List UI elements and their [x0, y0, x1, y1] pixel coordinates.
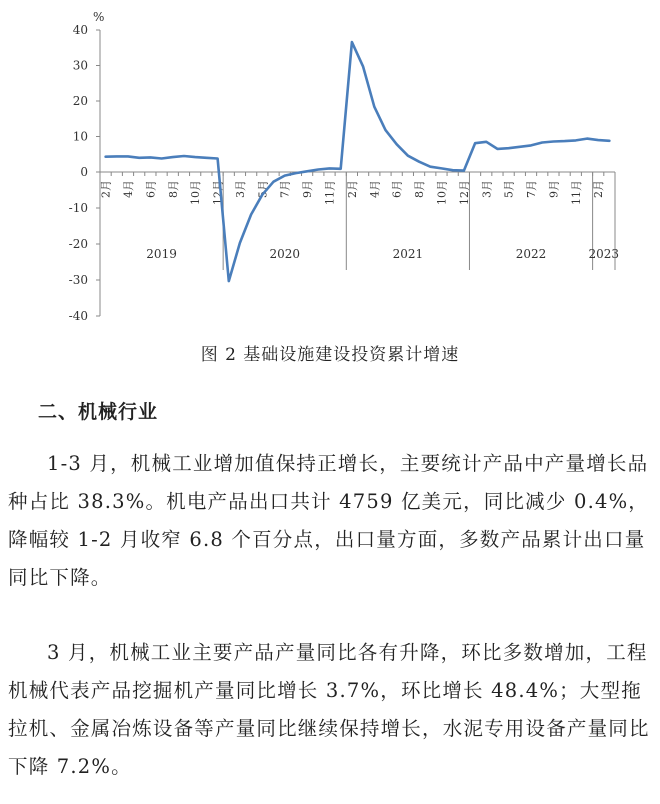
x-month-label: 7月 [525, 180, 539, 198]
x-month-label: 12月 [457, 180, 471, 205]
x-year-label: 2021 [392, 247, 424, 261]
x-month-label: 6月 [144, 180, 158, 198]
y-tick-label: 20 [72, 94, 88, 108]
x-month-label: 6月 [390, 180, 404, 198]
x-month-label: 9月 [547, 180, 561, 198]
x-month-label: 8月 [413, 180, 427, 198]
x-year-label: 2023 [588, 247, 620, 261]
x-month-label: 11月 [323, 180, 337, 205]
series-group [106, 42, 610, 281]
x-month-label: 4月 [121, 180, 135, 198]
y-tick-label: -40 [68, 309, 88, 323]
y-tick-label: -10 [68, 201, 88, 215]
x-month-label: 3月 [233, 180, 247, 198]
x-month-label: 11月 [569, 180, 583, 205]
y-unit-label: % [93, 10, 105, 24]
y-axis [69, 23, 100, 323]
paragraph-1: 1-3 月，机械工业增加值保持正增长，主要统计产品中产量增长品种占比 38.3%。机电产品出口共计 4759 亿美元，同比减少 0.4%，降幅较 1-2 月收窄 6.8 个百分点，出口量方面，多数产品累计出口量同比下降。 [8, 452, 650, 589]
line-chart [0, 0, 660, 335]
y-tick-label: -30 [68, 273, 88, 287]
x-year-label: 2020 [269, 247, 301, 261]
x-year-label: 2019 [146, 247, 177, 261]
x-month-label: 10月 [189, 180, 203, 205]
figure-caption: 图 2 基础设施建设投资累计增速 [200, 345, 460, 365]
x-axis [100, 172, 619, 270]
x-month-label: 2月 [345, 180, 359, 198]
x-month-label: 5月 [502, 180, 516, 198]
paragraph-2: 3 月，机械工业主要产品产量同比各有升降，环比多数增加，工程机械代表产品挖掘机产量同比增长 3.7%，环比增长 48.4%；大型拖拉机、金属冶炼设备等产量同比继续保持增长，水泥专用设备产量同比下降 7.2%。 [8, 641, 650, 778]
x-month-label: 10月 [435, 180, 449, 205]
y-tick-label: 30 [72, 58, 88, 73]
x-month-label: 3月 [480, 180, 494, 198]
x-year-label: 2022 [515, 247, 547, 261]
y-tick-label: -20 [68, 237, 88, 251]
x-month-label: 8月 [166, 180, 180, 198]
x-month-label: 5月 [256, 180, 270, 198]
x-month-label: 7月 [278, 180, 292, 198]
x-month-label: 9月 [301, 180, 315, 198]
y-tick-label: 40 [72, 23, 88, 37]
x-month-label: 2月 [592, 180, 606, 198]
section-heading: 二、机械行业 [38, 401, 159, 423]
y-tick-label: 10 [72, 129, 88, 144]
series-line [106, 42, 610, 281]
x-month-label: 2月 [99, 180, 113, 198]
y-tick-label: 0 [80, 165, 88, 179]
x-month-label: 4月 [368, 180, 382, 198]
x-month-label: 12月 [211, 180, 225, 205]
